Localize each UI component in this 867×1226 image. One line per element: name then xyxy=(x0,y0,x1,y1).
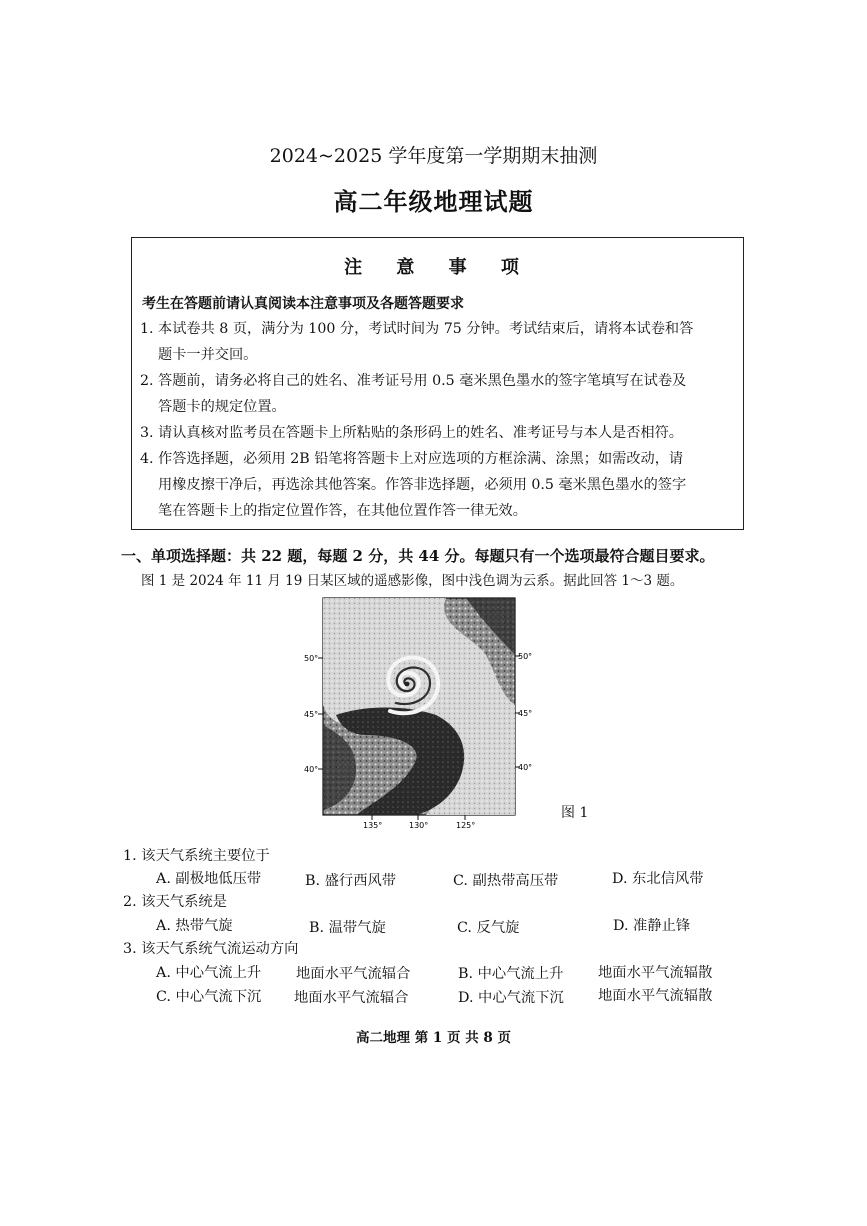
notice-box xyxy=(131,237,744,530)
section-intro: 图 1 是 2024 年 11 月 19 日某区域的遥感影像，图中浅色调为云系。据此回答 1～3 题。 xyxy=(141,573,684,589)
figure-1 xyxy=(296,595,541,831)
question-3-option-c[interactable]: C. 中心气流下沉 xyxy=(156,989,262,1005)
question-1-option-a[interactable]: A. 副极地低压带 xyxy=(156,871,262,887)
lon-label-125: 125° xyxy=(456,821,476,830)
lat-label-45-left: 45° xyxy=(304,710,319,719)
notice-item-2-line1: 2. 答题前，请务必将自己的姓名、准考证号用 0.5 毫米黑色墨水的签字笔填写在试卷及 xyxy=(140,373,687,389)
lat-label-45-right: 45° xyxy=(518,709,533,718)
question-3-option-c-detail: 地面水平气流辐合 xyxy=(294,990,409,1006)
question-3-option-d[interactable]: D. 中心气流下沉 xyxy=(458,990,564,1006)
lat-label-50-left: 50° xyxy=(304,654,319,663)
page-footer: 高二地理 第 1 页 共 8 页 xyxy=(356,1030,511,1046)
notice-item-4-line1: 4. 作答选择题，必须用 2B 铅笔将答题卡上对应选项的方框涂满、涂黑；如需改动，请 xyxy=(140,451,684,467)
lat-label-40-right: 40° xyxy=(518,763,533,772)
notice-item-1-line2: 题卡一并交回。 xyxy=(158,347,258,363)
question-2-option-d[interactable]: D. 准静止锋 xyxy=(613,918,691,934)
section-heading: 一、单项选择题：共 22 题，每题 2 分，共 44 分。每题只有一个选项最符合题目要求。 xyxy=(121,547,715,565)
question-1-option-d[interactable]: D. 东北信风带 xyxy=(612,871,704,887)
question-3-stem: 3. 该天气系统气流运动方向 xyxy=(123,941,299,957)
lon-label-135: 135° xyxy=(363,821,383,830)
notice-item-4-line2: 用橡皮擦干净后，再选涂其他答案。作答非选择题，必须用 0.5 毫米黑色墨水的签字 xyxy=(158,477,687,493)
question-3-option-a-detail: 地面水平气流辐合 xyxy=(296,966,411,982)
question-2-option-c[interactable]: C. 反气旋 xyxy=(457,920,520,936)
notice-intro: 考生在答题前请认真阅读本注意事项及各题答题要求 xyxy=(142,296,464,312)
question-3-option-b[interactable]: B. 中心气流上升 xyxy=(458,966,564,982)
question-1-option-b[interactable]: B. 盛行西风带 xyxy=(305,873,397,889)
question-1-option-c[interactable]: C. 副热带高压带 xyxy=(453,873,559,889)
question-2-stem: 2. 该天气系统是 xyxy=(123,894,227,910)
lat-label-50-right: 50° xyxy=(518,652,533,661)
notice-item-3-line1: 3. 请认真核对监考员在答题卡上所粘贴的条形码上的姓名、准考证号与本人是否相符。 xyxy=(140,425,683,441)
lat-label-40-left: 40° xyxy=(304,765,319,774)
exam-title-line1: 2024~2025 学年度第一学期期末抽测 xyxy=(269,145,598,167)
notice-item-1-line1: 1. 本试卷共 8 页，满分为 100 分，考试时间为 75 分钟。考试结束后，请将本试卷和答 xyxy=(140,321,694,337)
notice-item-4-line3: 笔在答题卡上的指定位置作答，在其他位置作答一律无效。 xyxy=(158,503,527,519)
notice-item-2-line2: 答题卡的规定位置。 xyxy=(158,399,286,415)
lon-label-130: 130° xyxy=(409,821,429,830)
question-1-stem: 1. 该天气系统主要位于 xyxy=(123,848,270,864)
satellite-image xyxy=(296,595,541,831)
question-3-option-b-detail: 地面水平气流辐散 xyxy=(598,965,713,981)
exam-title-line2: 高二年级地理试题 xyxy=(333,187,534,216)
question-2-option-b[interactable]: B. 温带气旋 xyxy=(309,920,386,936)
notice-title: 注 意 事 项 xyxy=(344,257,533,278)
question-3-option-a[interactable]: A. 中心气流上升 xyxy=(156,965,262,981)
figure-label: 图 1 xyxy=(561,805,589,821)
question-3-option-d-detail: 地面水平气流辐散 xyxy=(598,988,713,1004)
question-2-option-a[interactable]: A. 热带气旋 xyxy=(156,918,233,934)
